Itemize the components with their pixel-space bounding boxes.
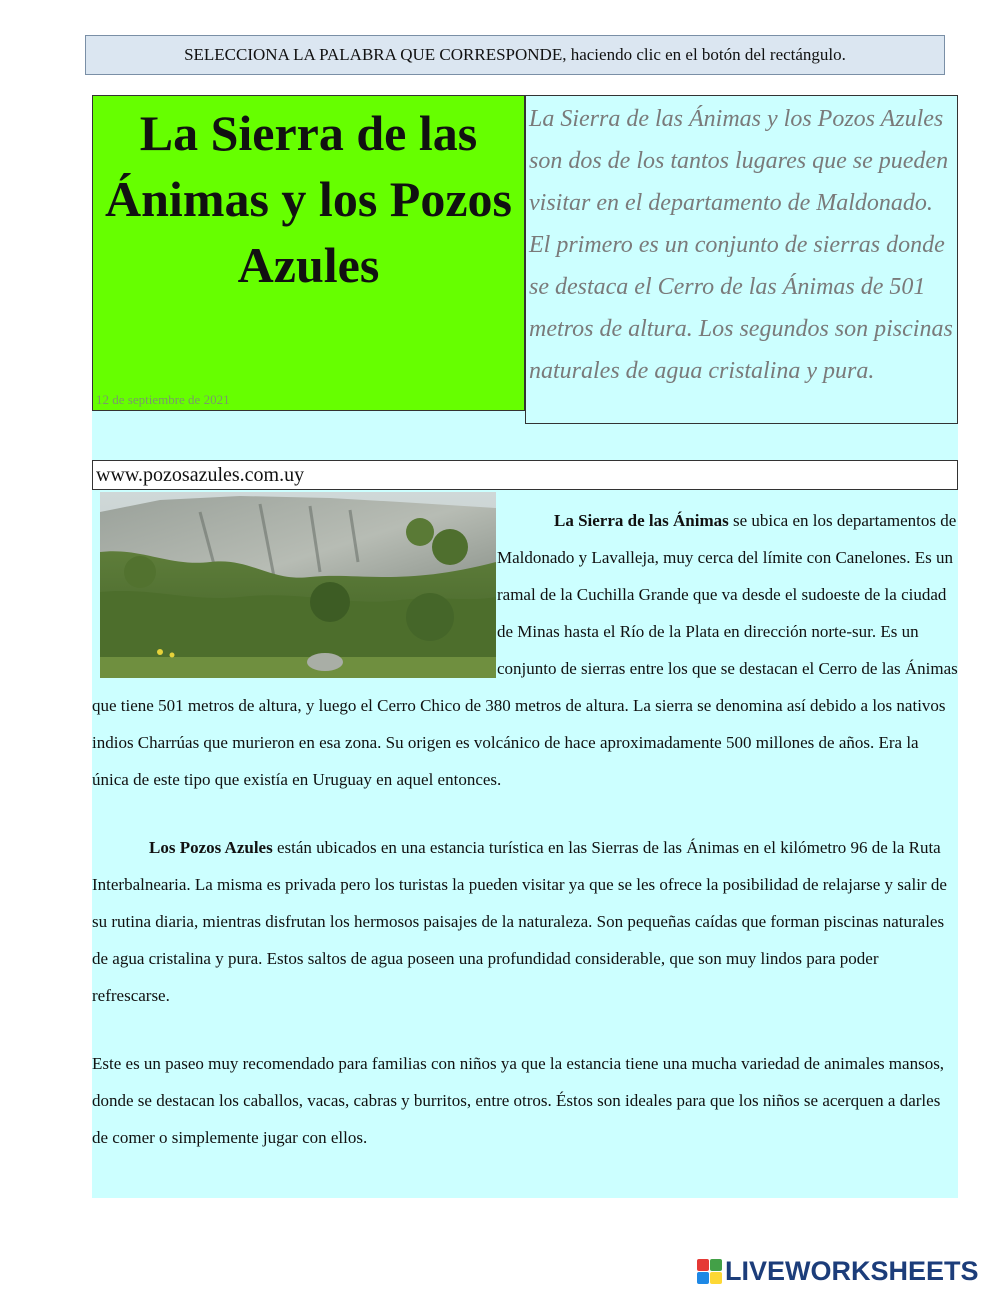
paragraph-sierra-heading: La Sierra de las Ánimas	[554, 511, 729, 530]
instruction-text: SELECCIONA LA PALABRA QUE CORRESPONDE, haciendo clic en el botón del rectángulo.	[184, 45, 846, 64]
logo-block	[697, 1259, 709, 1271]
logo-block	[710, 1272, 722, 1284]
paragraph-pozos	[92, 829, 958, 1014]
liveworksheets-logo	[697, 1254, 979, 1288]
logo-blocks-icon	[697, 1259, 722, 1284]
paragraph-sierra-text: se ubica en los departamentos de Maldonado y Lavalleja, muy cerca del límite con Canelones. Es un ramal de la Cuchilla Grande que va desde el sudoeste de la ciudad de Minas hasta el Río de la Plata en dirección norte-sur. Es un conjunto de sierras entre los que se destacan el Cerro de las Ánimas que tiene 501 metros de altura, y luego el Cerro Chico de 380 metros de altura. La sierra se denomina así debido a los nativos indios Charrúas que murieron en esa zona. Su origen es volcánico de hace aproximadamente 500 millones de años. Era la única de este tipo que existía en Uruguay en aquel entonces.	[92, 511, 958, 789]
article-body	[92, 502, 958, 1156]
date-text: 12 de septiembre de 2021	[96, 392, 230, 407]
intro-text: La Sierra de las Ánimas y los Pozos Azules son dos de los tantos lugares que se pueden visitar en el departamento de Maldonado. El primero es un conjunto de sierras donde se destaca el Cerro de las Ánimas de 501 metros de altura. Los segundos son piscinas naturales de agua cristalina y pura.	[525, 95, 958, 424]
title-box	[92, 95, 525, 411]
paragraph-paseo: Este es un paseo muy recomendado para familias con niños ya que la estancia tiene una mucha variedad de animales mansos, donde se destacan los caballos, vacas, cabras y burritos, entre otros. Éstos son ideales para que los niños se acerquen a darles de comer o simplemente jugar con ellos.	[92, 1054, 945, 1147]
paragraph-pozos-text: están ubicados en una estancia turística en las Sierras de las Ánimas en el kilómetro 96 de la Ruta Interbalnearia. La misma es privada pero los turistas la pueden visitar ya que se les ofrece la posibilidad de relajarse y salir de su rutina diaria, mientras disfrutan los hermosos paisajes de la naturaleza. Son pequeñas caídas que forman piscinas naturales de agua cristalina y pura. Estos saltos de agua poseen una profundidad considerable, que son muy lindos para poder refrescarse.	[92, 838, 947, 1005]
logo-block	[697, 1272, 709, 1284]
page-title: La Sierra de las Ánimas y los Pozos Azules	[105, 105, 512, 293]
logo-text: LIVEWORKSHEETS	[725, 1255, 979, 1286]
logo-block	[710, 1259, 722, 1271]
paragraph-pozos-heading: Los Pozos Azules	[149, 838, 273, 857]
instruction-banner	[85, 35, 945, 75]
url-text: www.pozosazules.com.uy	[92, 460, 958, 490]
